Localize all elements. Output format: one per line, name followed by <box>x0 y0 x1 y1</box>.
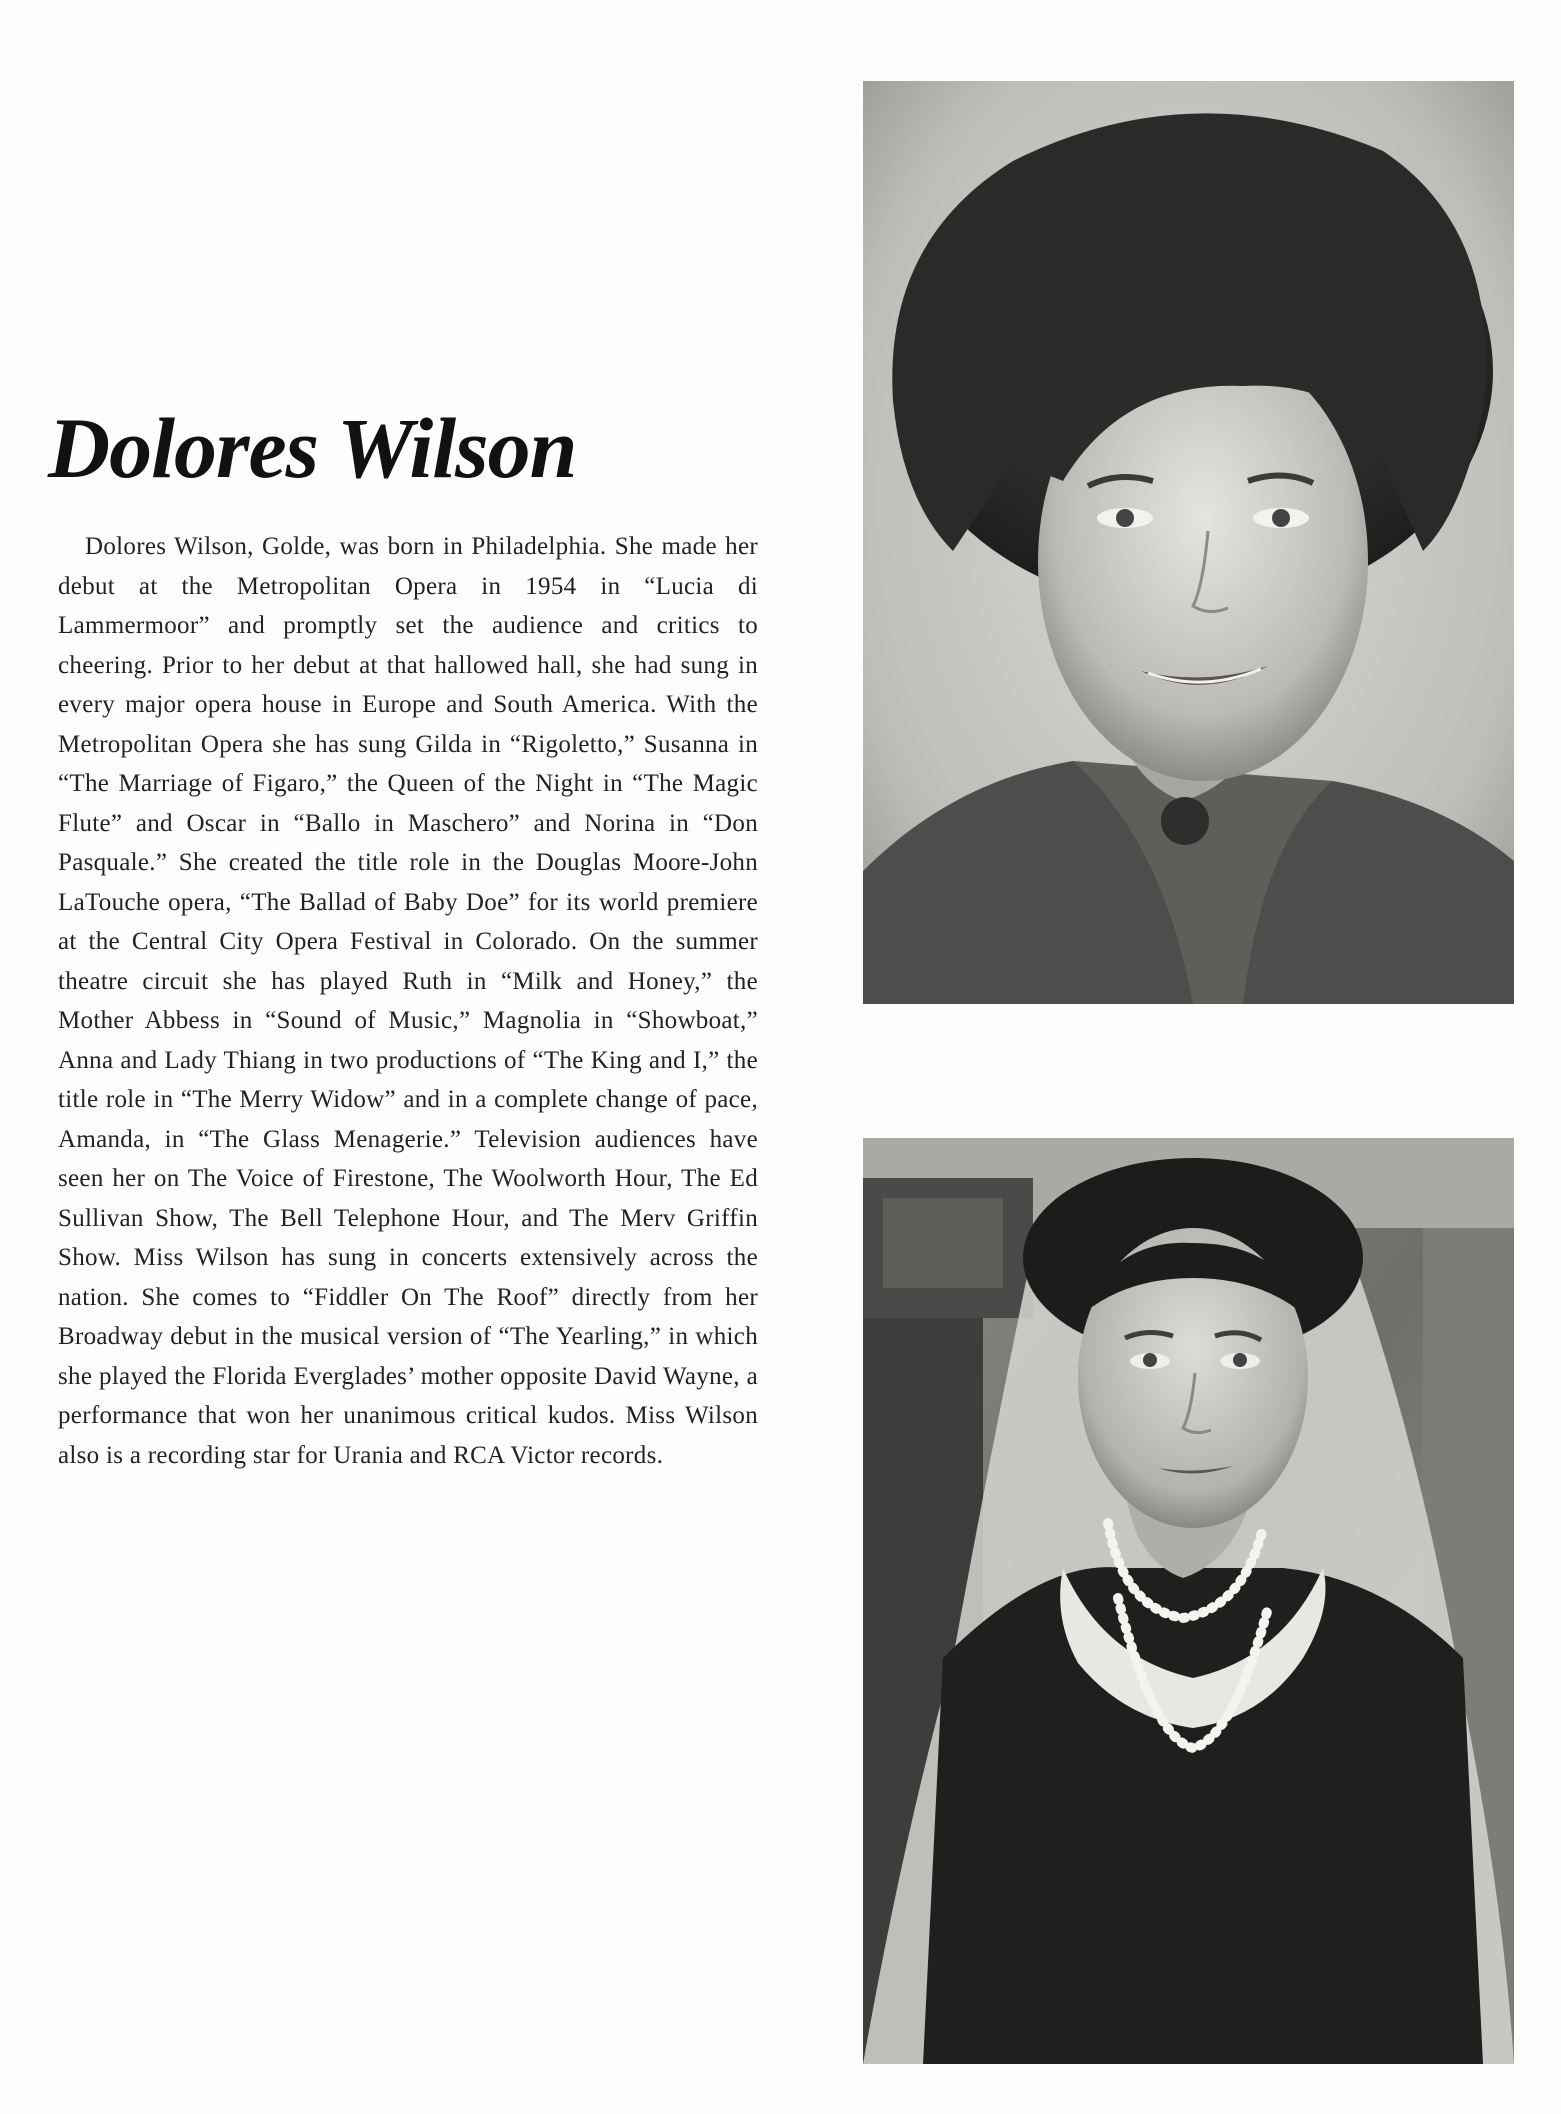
portrait-photo-image <box>863 81 1514 1004</box>
page-title: Dolores Wilson <box>48 400 577 496</box>
biography-text: Dolores Wilson, Golde, was born in Philadelphia. She made her debut at the Metropolitan Opera in 1954 in “Lucia di Lammermoor” and promptly set the audience and critics to cheering. Prior to her debut at that hallowed hall, she had sung in every major opera house in Europe and South America. With the Metropolitan Opera she has sung Gilda in “Rigoletto,” Susanna in “The Marriage of Figaro,” the Queen of the Night in “The Magic Flute” and Oscar in “Ballo in Maschero” and Norina in “Don Pasquale.” She created the title role in the Douglas Moore-John LaTouche opera, “The Ballad of Baby Doe” for its world premiere at the Central City Opera Festival in Colorado. On the summer theatre circuit she has played Ruth in “Milk and Honey,” the Mother Abbess in “Sound of Music,” Magnolia in “Showboat,” Anna and Lady Thiang in two productions of “The King and I,” the title role in “The Merry Widow” and in a complete change of pace, Amanda, in “The Glass Menagerie.” Television audiences have seen her on The Voice of Firestone, The Woolworth Hour, The Ed Sullivan Show, The Bell Telephone Hour, and The Merv Griffin Show. Miss Wilson has sung in concerts extensively across the nation. She comes to “Fiddler On The Roof” directly from her Broadway debut in the musical version of “The Yearling,” in which she played the Florida Everglades’ mother opposite David Wayne, a performance that won her unanimous critical kudos. Miss Wilson also is a recording star for Urania and RCA Victor records. <box>58 533 758 1469</box>
costume-photo <box>863 1138 1514 2064</box>
costume-photo-image <box>863 1138 1514 2064</box>
portrait-photo <box>863 81 1514 1004</box>
